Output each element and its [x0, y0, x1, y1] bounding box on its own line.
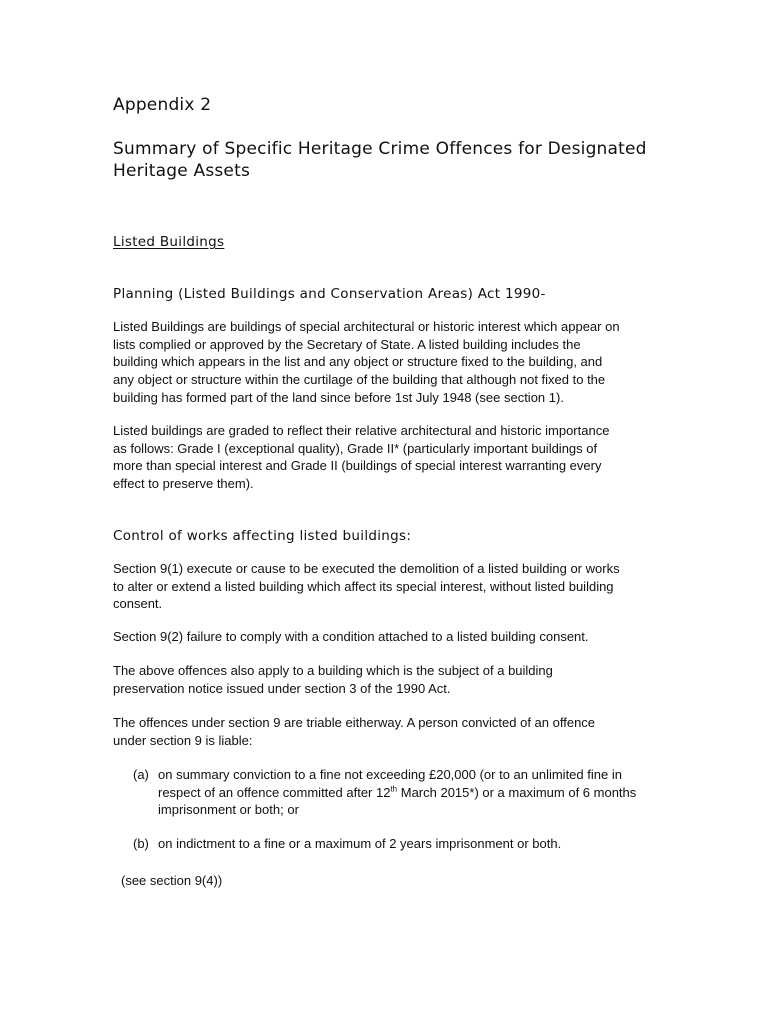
appendix-title: Appendix 2: [113, 95, 212, 115]
section-heading-listed-buildings: Listed Buildings: [113, 234, 225, 250]
ordinal-suffix: th: [390, 784, 398, 794]
penalty-item-b: [133, 835, 653, 853]
penalty-a-text-after: March 2015*) or a maximum of 6 months imprisonment or both; or: [158, 784, 637, 818]
paragraph-triable-eitherway: The offences under section 9 are triable eitherway. A person convicted of an offence under section 9 is liable:: [113, 715, 596, 748]
penalty-text-a: [158, 766, 653, 819]
act-heading: Planning (Listed Buildings and Conservation Areas) Act 1990-: [113, 286, 546, 302]
control-of-works-heading: Control of works affecting listed buildings:: [113, 528, 412, 544]
penalty-a-text-before: on summary conviction to a fine not exceeding £20,000 (or to an unlimited fine in respect of an offence committed after 12: [158, 767, 622, 800]
see-section-note: (see section 9(4)): [121, 873, 223, 888]
main-title-line-2: Heritage Assets: [113, 161, 251, 181]
list-marker-b: (b): [133, 836, 149, 851]
penalty-text-b: on indictment to a fine or a maximum of 2 years imprisonment or both.: [158, 836, 562, 851]
paragraph-preservation-notice: The above offences also apply to a building which is the subject of a building preservation notice issued under section 3 of the 1990 Act.: [113, 663, 553, 696]
penalty-item-a: [133, 766, 653, 819]
list-marker-a: (a): [133, 767, 149, 782]
paragraph-definition: Listed Buildings are buildings of special architectural or historic interest which appear on lists complied or approved by the Secretary of State. A listed building includes the building which appears in the list and any object or structure fixed to the building, and any object or structure within the curtilage of the building that although not fixed to the building has formed part of the land since before 1st July 1948 (see section 1).: [113, 319, 620, 405]
paragraph-section-9-1: Section 9(1) execute or cause to be executed the demolition of a listed building or works to alter or extend a listed building which affect its special interest, without listed building consent.: [113, 561, 620, 612]
main-title-line-1: Summary of Specific Heritage Crime Offences for Designated: [113, 139, 647, 159]
paragraph-section-9-2: Section 9(2) failure to comply with a condition attached to a listed building consent.: [113, 629, 589, 644]
paragraph-grades: Listed buildings are graded to reflect their relative architectural and historic importance as follows: Grade I (exceptional quality), Grade II* (particularly important buildings of more than special interest and Grade II (buildings of special interest warranting every effect to preserve them).: [113, 423, 610, 492]
